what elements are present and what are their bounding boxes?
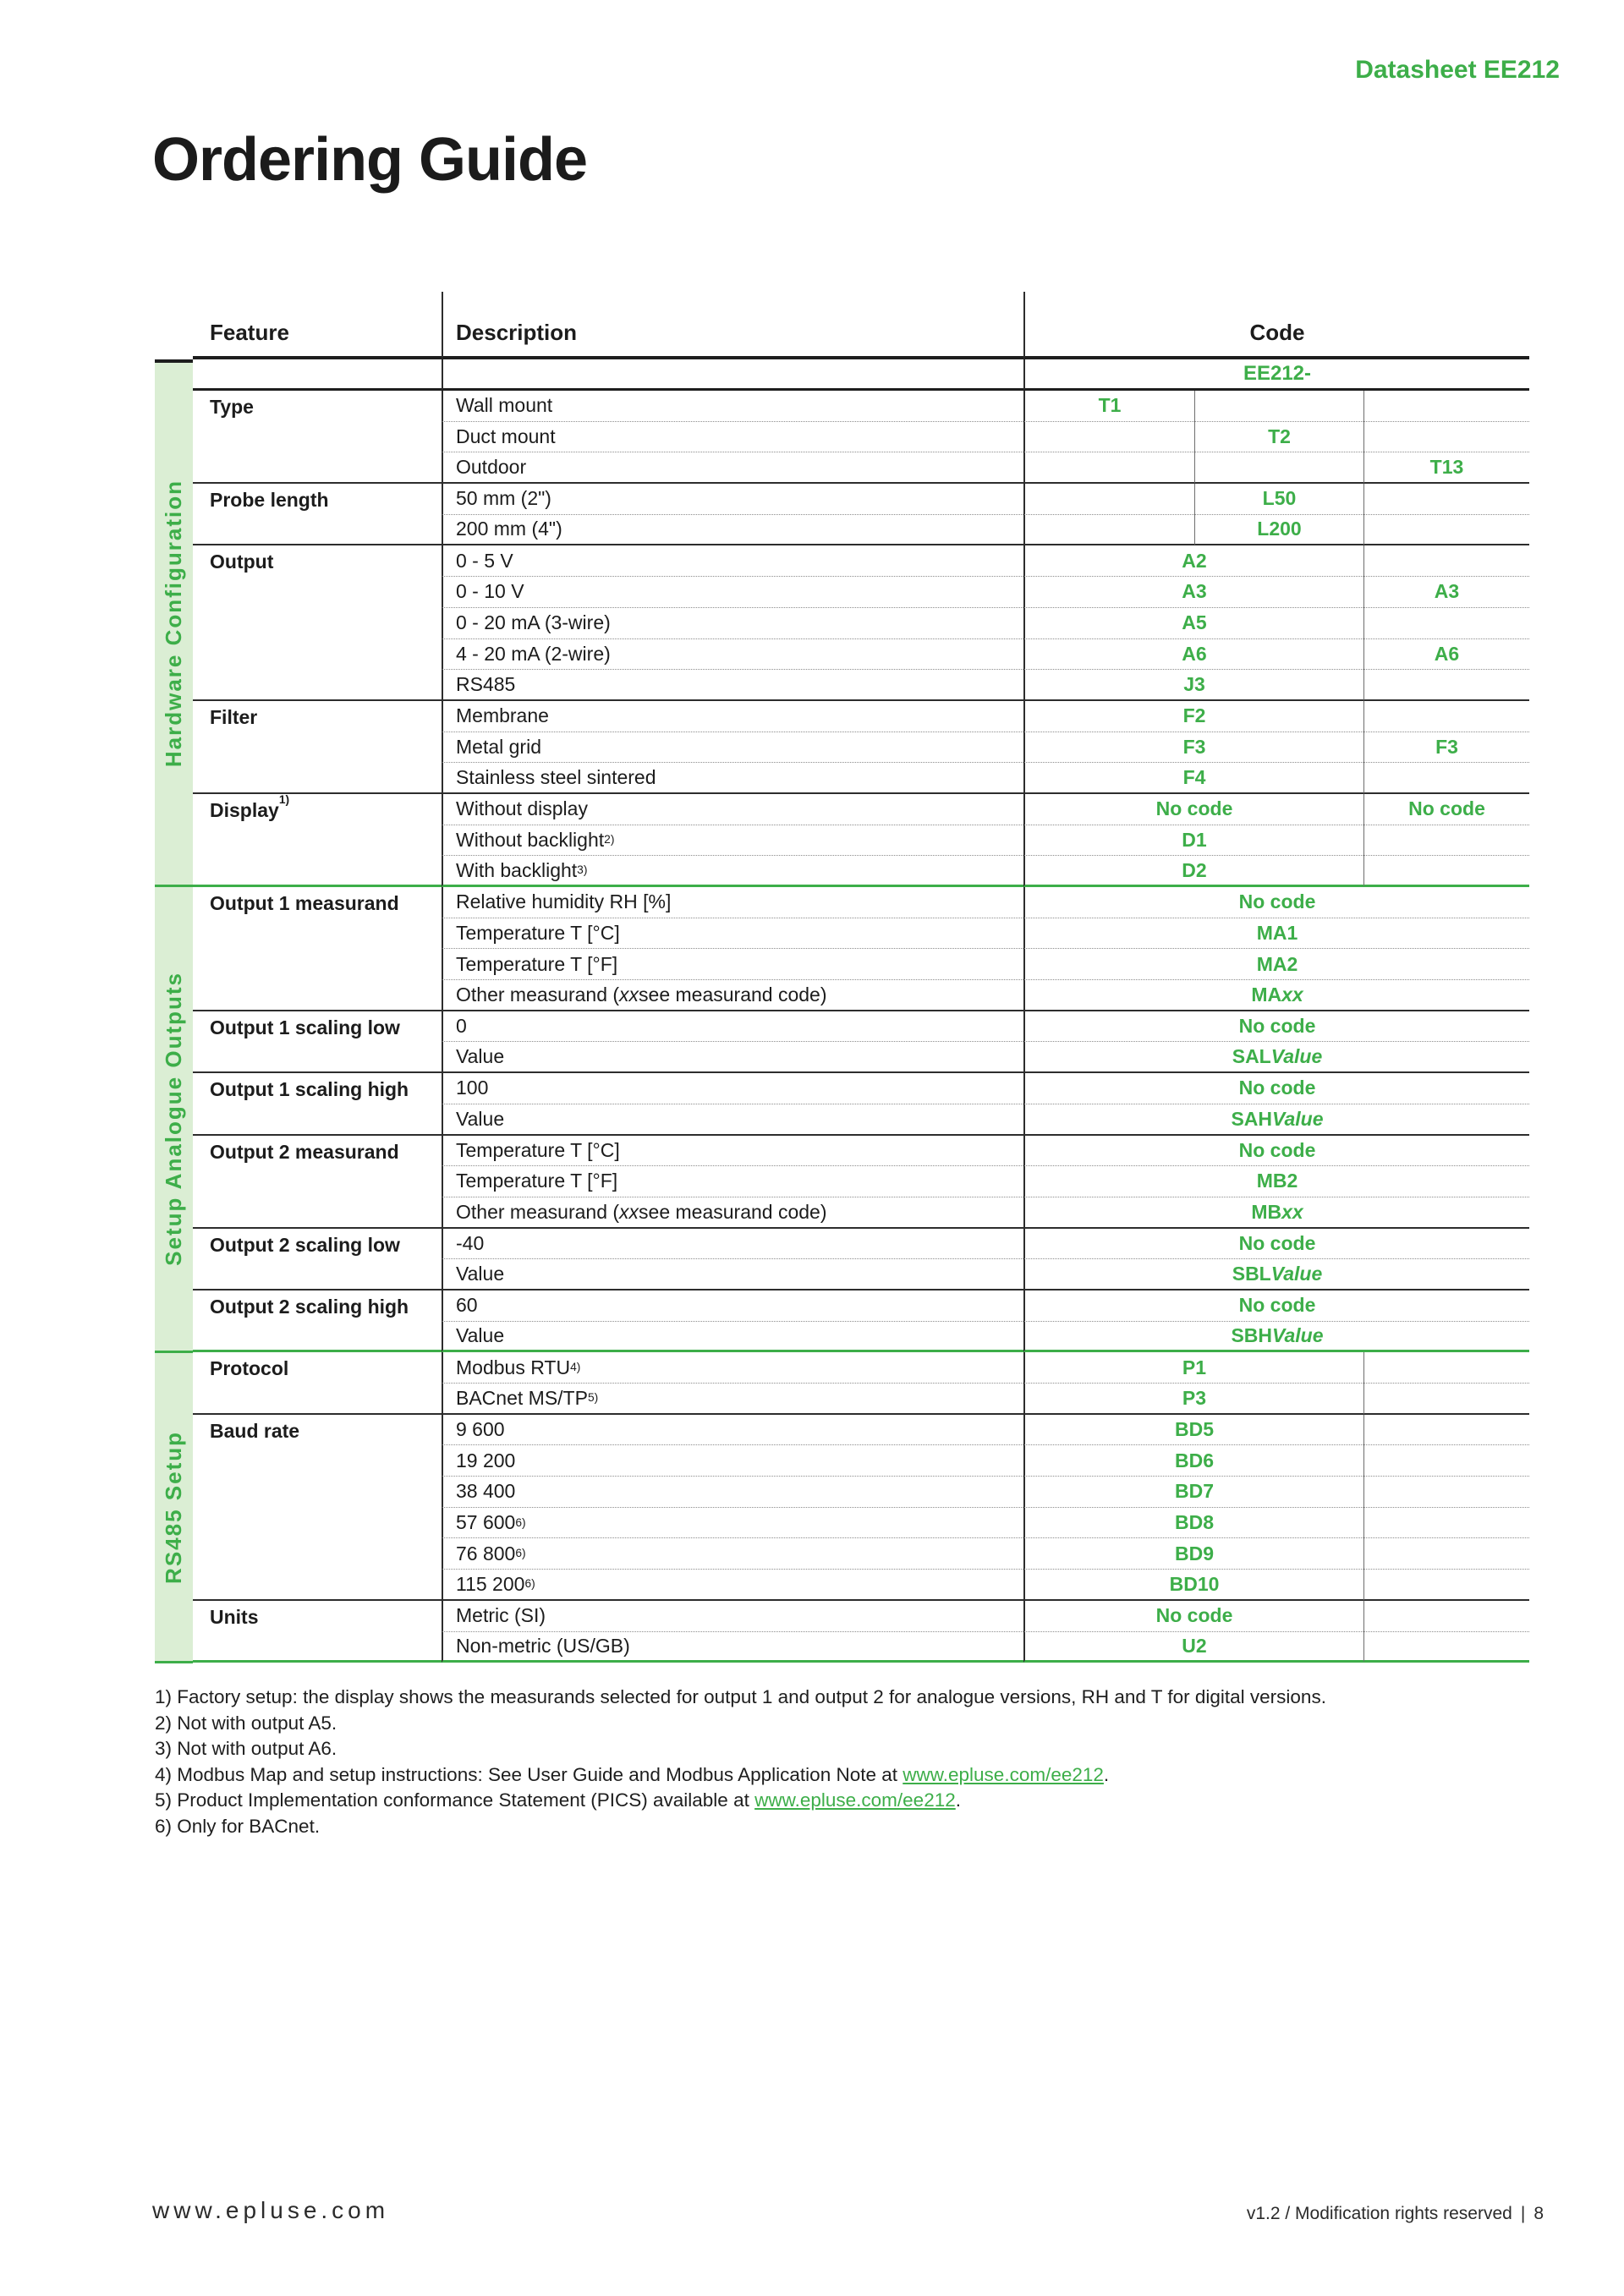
base-code-description-cell — [442, 359, 1023, 391]
code-cell — [1023, 452, 1194, 484]
description-cell: Value — [442, 1104, 1023, 1136]
section-band-rs485-setup — [155, 1353, 193, 1663]
description-cell: 0 — [442, 1011, 1023, 1043]
footnotes — [155, 1685, 1326, 1839]
base-code-feature-cell — [193, 359, 442, 391]
description-cell: 57 600 6) — [442, 1508, 1023, 1539]
code-cell: F4 — [1023, 763, 1363, 794]
footer-meta — [1247, 2204, 1544, 2224]
feature-cell: Output 1 scaling low — [193, 1011, 442, 1073]
code-cell: BD8 — [1023, 1508, 1363, 1539]
code-cell — [1363, 422, 1529, 453]
ordering-table-body — [193, 391, 1529, 1663]
section-label-setup-analogue-outputs: Setup Analogue Outputs — [161, 972, 186, 1266]
code-cell: T1 — [1023, 391, 1194, 422]
description-cell: Temperature T [°C] — [442, 1136, 1023, 1167]
code-cell: P3 — [1023, 1384, 1363, 1415]
code-cell: No code — [1023, 1011, 1529, 1043]
code-cell: A2 — [1023, 545, 1363, 577]
description-cell: 9 600 — [442, 1415, 1023, 1446]
description-cell: Relative humidity RH [%] — [442, 887, 1023, 918]
footnote: 6) Only for BACnet. — [155, 1815, 321, 1837]
description-cell: 0 - 20 mA (3-wire) — [442, 608, 1023, 639]
code-cell: J3 — [1023, 670, 1363, 701]
section-band-hardware-configuration — [155, 359, 193, 887]
code-cell: BD6 — [1023, 1445, 1363, 1477]
description-cell: With backlight 3) — [442, 856, 1023, 887]
description-cell: Without backlight 2) — [442, 825, 1023, 857]
footer-separator: | — [1520, 2204, 1526, 2223]
code-cell — [1363, 701, 1529, 732]
code-cell — [1363, 1384, 1529, 1415]
code-cell: A6 — [1363, 639, 1529, 671]
description-cell: Stainless steel sintered — [442, 763, 1023, 794]
description-cell: Temperature T [°F] — [442, 949, 1023, 980]
code-cell: F3 — [1023, 732, 1363, 764]
description-cell: Outdoor — [442, 452, 1023, 484]
description-cell: 60 — [442, 1290, 1023, 1322]
code-cell: No code — [1023, 1601, 1363, 1632]
code-cell: A6 — [1023, 639, 1363, 671]
description-cell: Other measurand ( xx see measurand code) — [442, 1197, 1023, 1229]
description-cell: 50 mm (2") — [442, 484, 1023, 515]
code-cell: T2 — [1194, 422, 1363, 453]
code-cell: BD9 — [1023, 1538, 1363, 1570]
feature-cell: Units — [193, 1601, 442, 1663]
code-cell — [1023, 515, 1194, 546]
column-header-description: Description — [442, 292, 1023, 359]
code-cell — [1363, 670, 1529, 701]
code-cell — [1363, 1415, 1529, 1446]
code-cell — [1363, 1570, 1529, 1601]
code-cell — [1363, 515, 1529, 546]
description-cell: RS485 — [442, 670, 1023, 701]
code-cell: No code — [1023, 1229, 1529, 1260]
feature-cell: Output 2 measurand — [193, 1136, 442, 1229]
code-cell: SAH Value — [1023, 1104, 1529, 1136]
code-cell: T13 — [1363, 452, 1529, 484]
code-cell — [1363, 1508, 1529, 1539]
code-cell: No code — [1023, 1290, 1529, 1322]
description-cell: Temperature T [°F] — [442, 1166, 1023, 1197]
code-cell: No code — [1363, 794, 1529, 825]
code-cell: L50 — [1194, 484, 1363, 515]
code-cell: D2 — [1023, 856, 1363, 887]
description-cell: Without display — [442, 794, 1023, 825]
datasheet-label: Datasheet EE212 — [1355, 56, 1560, 84]
code-cell — [1363, 763, 1529, 794]
section-label-rs485-setup: RS485 Setup — [161, 1430, 186, 1584]
description-cell: Metric (SI) — [442, 1601, 1023, 1632]
code-cell: No code — [1023, 1073, 1529, 1104]
code-cell: BD5 — [1023, 1415, 1363, 1446]
code-cell: SAL Value — [1023, 1042, 1529, 1073]
code-cell — [1023, 484, 1194, 515]
code-cell — [1363, 545, 1529, 577]
feature-cell: Type — [193, 391, 442, 484]
description-cell: 115 200 6) — [442, 1570, 1023, 1601]
code-cell — [1194, 452, 1363, 484]
code-cell — [1363, 484, 1529, 515]
code-cell — [1363, 1601, 1529, 1632]
code-cell — [1363, 391, 1529, 422]
code-cell — [1363, 1632, 1529, 1663]
column-header-code: Code — [1023, 292, 1529, 359]
feature-cell: Display 1) — [193, 794, 442, 887]
code-cell: SBL Value — [1023, 1259, 1529, 1290]
code-cell: MA xx — [1023, 980, 1529, 1011]
code-cell — [1363, 856, 1529, 887]
ordering-table-header — [193, 292, 1529, 391]
description-cell: Wall mount — [442, 391, 1023, 422]
code-cell: BD7 — [1023, 1477, 1363, 1508]
feature-cell: Output 1 scaling high — [193, 1073, 442, 1135]
description-cell: Metal grid — [442, 732, 1023, 764]
column-header-feature: Feature — [193, 292, 442, 359]
description-cell: Membrane — [442, 701, 1023, 732]
code-cell: A3 — [1363, 577, 1529, 608]
code-cell: F2 — [1023, 701, 1363, 732]
code-cell: A3 — [1023, 577, 1363, 608]
description-cell: Non-metric (US/GB) — [442, 1632, 1023, 1663]
feature-cell: Output — [193, 545, 442, 700]
description-cell: 76 800 6) — [442, 1538, 1023, 1570]
code-cell: MA2 — [1023, 949, 1529, 980]
description-cell: Modbus RTU 4) — [442, 1352, 1023, 1384]
feature-cell: Baud rate — [193, 1415, 442, 1601]
code-cell — [1194, 391, 1363, 422]
code-cell: D1 — [1023, 825, 1363, 857]
code-cell — [1363, 1477, 1529, 1508]
code-cell: F3 — [1363, 732, 1529, 764]
description-cell: 38 400 — [442, 1477, 1023, 1508]
code-cell — [1363, 1352, 1529, 1384]
code-cell — [1363, 825, 1529, 857]
feature-cell: Output 2 scaling high — [193, 1290, 442, 1352]
description-cell: Temperature T [°C] — [442, 918, 1023, 950]
footnote: 2) Not with output A5. — [155, 1712, 337, 1734]
feature-cell: Probe length — [193, 484, 442, 545]
footnote: 4) Modbus Map and setup instructions: See User Guide and Modbus Application Note at www.epluse.com/ee212. — [155, 1763, 1110, 1785]
code-cell — [1363, 1445, 1529, 1477]
description-cell: 200 mm (4") — [442, 515, 1023, 546]
footnote-link[interactable]: www.epluse.com/ee212 — [903, 1763, 1104, 1785]
code-cell: BD10 — [1023, 1570, 1363, 1601]
description-cell: Duct mount — [442, 422, 1023, 453]
description-cell: 0 - 5 V — [442, 545, 1023, 577]
footnote: 5) Product Implementation conformance Statement (PICS) available at www.epluse.com/ee212. — [155, 1789, 961, 1811]
code-cell: P1 — [1023, 1352, 1363, 1384]
description-cell: 0 - 10 V — [442, 577, 1023, 608]
code-cell: MB xx — [1023, 1197, 1529, 1229]
description-cell: Other measurand ( xx see measurand code) — [442, 980, 1023, 1011]
code-cell — [1023, 422, 1194, 453]
description-cell: 100 — [442, 1073, 1023, 1104]
description-cell: -40 — [442, 1229, 1023, 1260]
footer-website: www.epluse.com — [152, 2197, 390, 2223]
code-cell: MB2 — [1023, 1166, 1529, 1197]
code-cell — [1363, 1538, 1529, 1570]
code-cell: SBH Value — [1023, 1322, 1529, 1353]
description-cell: 19 200 — [442, 1445, 1023, 1477]
code-cell: A5 — [1023, 608, 1363, 639]
footer-version: v1.2 / Modification rights reserved — [1246, 2204, 1512, 2223]
code-cell: U2 — [1023, 1632, 1363, 1663]
base-code-value: EE212- — [1023, 359, 1529, 391]
description-cell: Value — [442, 1322, 1023, 1353]
description-cell: 4 - 20 mA (2-wire) — [442, 639, 1023, 671]
code-cell: No code — [1023, 887, 1529, 918]
feature-cell: Protocol — [193, 1352, 442, 1414]
section-label-hardware-configuration: Hardware Configuration — [161, 479, 186, 768]
code-cell — [1363, 608, 1529, 639]
section-band-setup-analogue-outputs — [155, 887, 193, 1353]
description-cell: Value — [442, 1042, 1023, 1073]
feature-cell: Output 1 measurand — [193, 887, 442, 1011]
description-cell: BACnet MS/TP 5) — [442, 1384, 1023, 1415]
code-cell: MA1 — [1023, 918, 1529, 950]
footnote: 1) Factory setup: the display shows the measurands selected for output 1 and output 2 for analogue versions, RH and T for digital versions. — [155, 1686, 1326, 1707]
footnote: 3) Not with output A6. — [155, 1738, 337, 1759]
page-title: Ordering Guide — [152, 126, 588, 194]
feature-cell: Filter — [193, 701, 442, 794]
code-cell: No code — [1023, 794, 1363, 825]
code-cell: L200 — [1194, 515, 1363, 546]
footer-page-number: 8 — [1533, 2204, 1544, 2223]
feature-cell: Output 2 scaling low — [193, 1229, 442, 1290]
description-cell: Value — [442, 1259, 1023, 1290]
footnote-link[interactable]: www.epluse.com/ee212 — [754, 1789, 956, 1811]
code-cell: No code — [1023, 1136, 1529, 1167]
